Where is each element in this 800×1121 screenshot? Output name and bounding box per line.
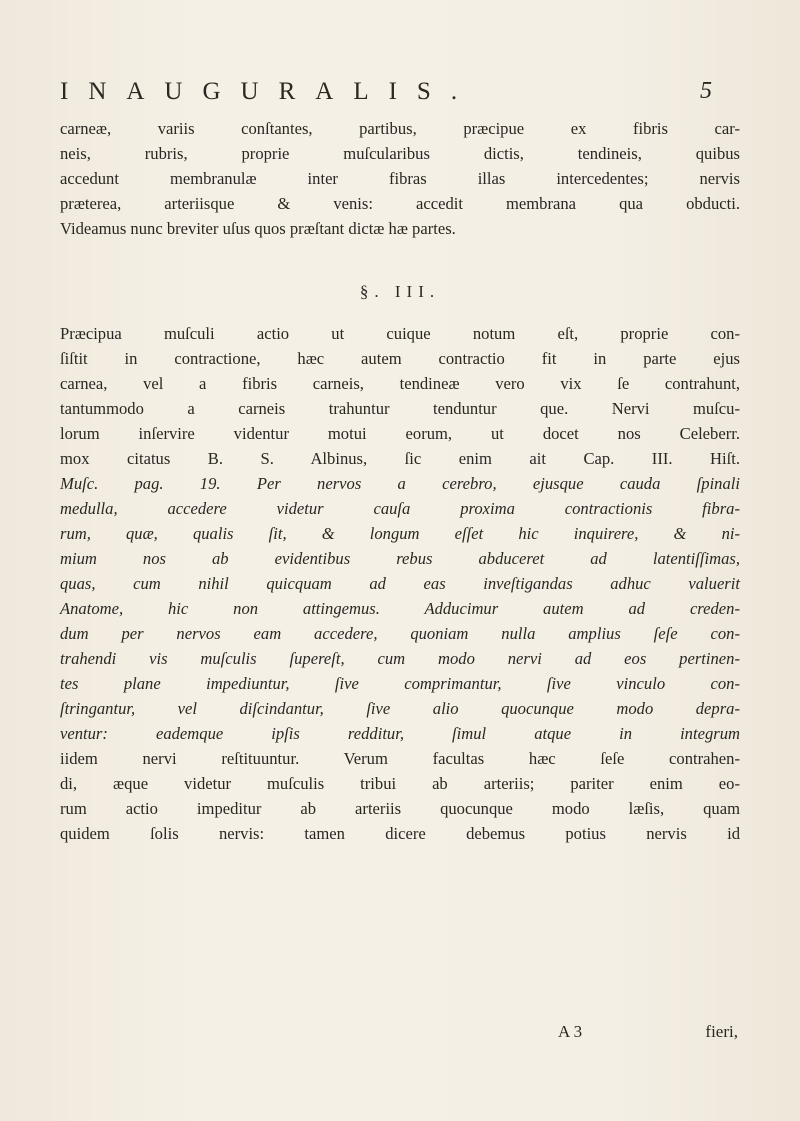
section-heading: §. III. — [359, 282, 441, 301]
text-line: præterea, arteriisque & venis: accedit membrana qua obducti. — [60, 194, 740, 213]
page-number: 5 — [700, 78, 712, 104]
text-line: quas, cum nihil quicquam ad eas inveſtigandas adhuc valuerit — [60, 574, 740, 593]
text-line: rum, quæ, qualis ſit, & longum eſſet hic inquirere, & ni- — [60, 524, 740, 543]
text-line: ſtringantur, vel diſcindantur, ſive alio quocunque modo depra- — [60, 699, 740, 718]
text-line: carnea, vel a fibris carneis, tendineæ vero vix ſe contrahunt, — [60, 374, 740, 393]
text-line: ventur: eademque ipſis redditur, ſimul atque in integrum — [60, 724, 740, 743]
running-title: INAUGURALIS. — [60, 78, 478, 105]
text-line: carneæ, variis conſtantes, partibus, præcipue ex fibris car- — [60, 119, 740, 138]
signature-mark: A 3 — [558, 1022, 583, 1041]
text-line: quidem ſolis nervis: tamen dicere debemus potius nervis id — [60, 824, 740, 843]
catchword: fieri, — [705, 1022, 738, 1041]
text-line: Anatome, hic non attingemus. Adducimur autem ad creden- — [60, 599, 740, 618]
text-line: ſiſtit in contractione, hæc autem contractio fit in parte ejus — [60, 349, 740, 368]
text-line: neis, rubris, proprie muſcularibus dictis, tendineis, quibus — [60, 144, 740, 163]
paragraph-2 — [60, 321, 740, 846]
text-line: dum per nervos eam accedere, quoniam nulla amplius ſeſe con- — [60, 624, 740, 643]
text-line: di, æque videtur muſculis tribui ab arteriis; pariter enim eo- — [60, 774, 740, 793]
paragraph-1 — [60, 116, 740, 241]
text-line: iidem nervi reſtituuntur. Verum facultas hæc ſeſe contrahen- — [60, 749, 740, 768]
text-line: mox citatus B. S. Albinus, ſic enim ait Cap. III. Hiſt. — [60, 449, 740, 468]
text-line: accedunt membranulæ inter fibras illas intercedentes; nervis — [60, 169, 740, 188]
text-line: Muſc. pag. 19. Per nervos a cerebro, ejusque cauda ſpinali — [60, 474, 740, 493]
text-line: medulla, accedere videtur cauſa proxima contractionis fibra- — [60, 499, 740, 518]
text-line: tantummodo a carneis trahuntur tenduntur que. Nervi muſcu- — [60, 399, 740, 418]
text-line: rum actio impeditur ab arteriis quocunque modo læſis, quam — [60, 799, 740, 818]
text-line: Videamus nunc breviter uſus quos præſtant dictæ hæ partes. — [60, 219, 456, 238]
text-line: trahendi vis muſculis ſupereſt, cum modo nervi ad eos pertinen- — [60, 649, 740, 668]
text-line: lorum inſervire videntur motui eorum, ut docet nos Celeberr. — [60, 424, 740, 443]
text-line: tes plane impediuntur, ſive comprimantur, ſive vinculo con- — [60, 674, 740, 693]
text-line: mium nos ab evidentibus rebus abduceret ad latentiſſimas, — [60, 549, 740, 568]
text-line: Præcipua muſculi actio ut cuique notum eſt, proprie con- — [60, 324, 740, 343]
